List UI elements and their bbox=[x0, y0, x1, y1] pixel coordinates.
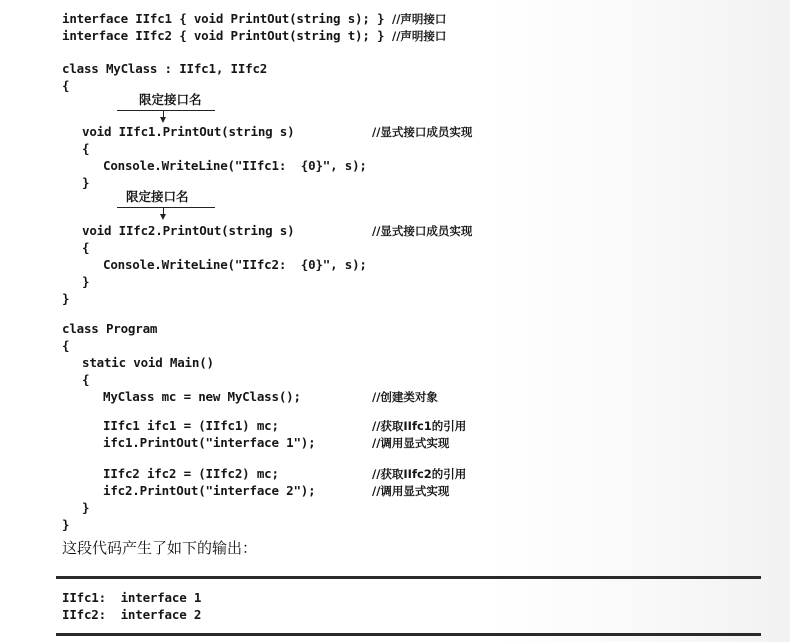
code-comment-2: //声明接口 bbox=[392, 29, 447, 43]
code-line-17: { bbox=[82, 372, 90, 387]
qualify-underline-1 bbox=[117, 110, 215, 111]
code-line-6: { bbox=[82, 141, 90, 156]
code-comment-22: //调用显式实现 bbox=[372, 484, 450, 498]
output-line-1: IIfc1: interface 1 bbox=[62, 590, 202, 605]
output-top-rule bbox=[56, 576, 761, 579]
code-line-2: interface IIfc2 { void PrintOut(string t); } bbox=[62, 28, 385, 43]
code-line-5: void IIfc1.PrintOut(string s) bbox=[82, 124, 295, 139]
code-line-16: static void Main() bbox=[82, 355, 214, 370]
output-bottom-rule bbox=[56, 633, 761, 636]
code-comment-5: //显式接口成员实现 bbox=[372, 125, 473, 139]
qualify-interface-label-2: 限定接口名 bbox=[126, 189, 189, 204]
code-line-4: { bbox=[62, 78, 70, 93]
code-line-22: ifc2.PrintOut("interface 2"); bbox=[103, 483, 316, 498]
code-line-14: class Program bbox=[62, 321, 158, 336]
code-comment-21: //获取IIfc2的引用 bbox=[372, 467, 467, 481]
qualify-arrow-stem-1 bbox=[163, 110, 164, 117]
qualify-underline-2 bbox=[117, 207, 215, 208]
code-comment-1: //声明接口 bbox=[392, 12, 447, 26]
output-line-2: IIfc2: interface 2 bbox=[62, 607, 202, 622]
code-comment-20: //调用显式实现 bbox=[372, 436, 450, 450]
output-intro-paragraph: 这段代码产生了如下的输出： bbox=[62, 539, 258, 557]
code-line-8: } bbox=[82, 175, 90, 190]
code-line-19: IIfc1 ifc1 = (IIfc1) mc; bbox=[103, 418, 279, 433]
code-line-13: } bbox=[62, 291, 70, 306]
code-line-10: { bbox=[82, 240, 90, 255]
code-comment-18: //创建类对象 bbox=[372, 390, 438, 404]
code-line-1: interface IIfc1 { void PrintOut(string s); } bbox=[62, 11, 385, 26]
code-comment-19: //获取IIfc1的引用 bbox=[372, 419, 467, 433]
code-comment-9: //显式接口成员实现 bbox=[372, 224, 473, 238]
qualify-interface-label-1: 限定接口名 bbox=[139, 92, 202, 107]
code-line-12: } bbox=[82, 274, 90, 289]
qualify-arrow-stem-2 bbox=[163, 207, 164, 214]
code-line-3: class MyClass : IIfc1, IIfc2 bbox=[62, 61, 268, 76]
code-line-23: } bbox=[82, 500, 90, 515]
code-line-20: ifc1.PrintOut("interface 1"); bbox=[103, 435, 316, 450]
down-arrow-icon bbox=[160, 117, 166, 123]
code-line-7: Console.WriteLine("IIfc1: {0}", s); bbox=[103, 158, 367, 173]
code-line-21: IIfc2 ifc2 = (IIfc2) mc; bbox=[103, 466, 279, 481]
code-line-11: Console.WriteLine("IIfc2: {0}", s); bbox=[103, 257, 367, 272]
code-line-24: } bbox=[62, 517, 70, 532]
code-line-15: { bbox=[62, 338, 70, 353]
down-arrow-icon bbox=[160, 214, 166, 220]
code-line-18: MyClass mc = new MyClass(); bbox=[103, 389, 301, 404]
code-line-9: void IIfc2.PrintOut(string s) bbox=[82, 223, 295, 238]
